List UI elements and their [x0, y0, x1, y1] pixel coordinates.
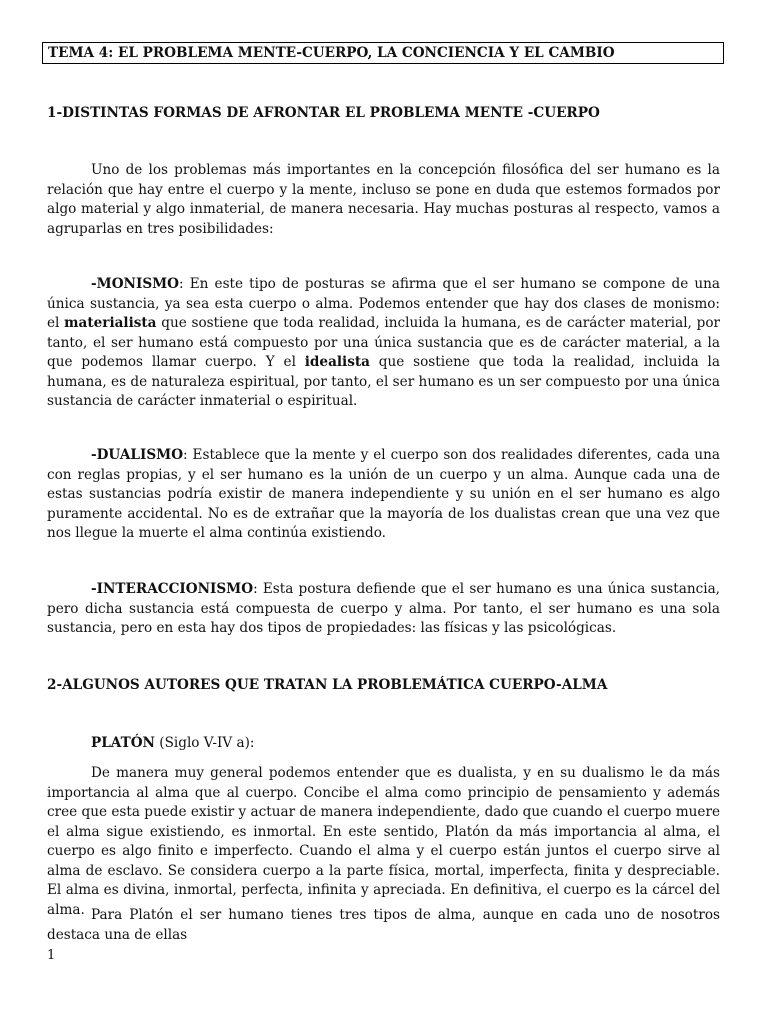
idealista-term: idealista — [304, 354, 370, 370]
document-title: TEMA 4: EL PROBLEMA MENTE-CUERPO, LA CONCIENCIA Y EL CAMBIO — [42, 42, 724, 64]
platon-paragraph-1: De manera muy general podemos entender que es dualista, y en su dualismo le da más importancia al alma que al cuerpo. Concibe el alma como principio de pensamiento y además cree que esta puede existir y actuar de manera independiente, dado que cuando el cuerpo muere el alma sigue existiendo, es inmortal. En este sentido, Platón da más importancia al alma, el cuerpo es algo finito e imperfecto. Cuando el alma y el cuerpo están juntos el cuerpo sirve al alma de esclavo. Se considera cuerpo a la parte física, mortal, imperfecta, finita y despreciable. El alma es divina, inmortal, perfecta, infinita y apreciada. En definitiva, el cuerpo es la cárcel del alma. — [47, 765, 720, 918]
intro-paragraph: Uno de los problemas más importantes en la concepción filosófica del ser humano es la relación que hay entre el cuerpo y la mente, incluso se pone en duda que estemos formados por algo material y algo inmaterial, de manera necesaria. Hay muchas posturas al respecto, vamos a agruparlas en tres posibilidades: — [47, 162, 720, 237]
section-1-heading: 1-DISTINTAS FORMAS DE AFRONTAR EL PROBLEMA MENTE -CUERPO — [47, 105, 600, 121]
section-2-heading: 2-ALGUNOS AUTORES QUE TRATAN LA PROBLEMÁTICA CUERPO-ALMA — [47, 677, 608, 693]
dualismo-term: -DUALISMO — [91, 447, 184, 463]
interaccionismo-term: -INTERACCIONISMO — [91, 581, 254, 597]
monismo-term: -MONISMO — [91, 276, 180, 292]
interaccionismo-paragraph: -INTERACCIONISMO: Esta postura defiende que el ser humano es una única sustancia, pero dicha sustancia está compuesta de cuerpo y alma. Por tanto, el ser humano es una sola sustancia, pero en esta hay dos tipos de propiedades: las físicas y las psicológicas. — [47, 581, 720, 636]
platon-name: PLATÓN — [91, 735, 155, 751]
page-number: 1 — [47, 948, 56, 963]
monismo-paragraph: -MONISMO: En este tipo de posturas se afirma que el ser humano se compone de una única sustancia, ya sea esta cuerpo o alma. Podemos entender que hay dos clases de monismo: el materialista que sostiene que toda realidad, incluida la humana, es de carácter material, por tanto, el ser humano está compuesto por una única sustancia que es de carácter material, a la que podemos llamar cuerpo. Y el idealista que sostiene que toda la realidad, incluida la humana, es de naturaleza espiritual, por tanto, el ser humano es un ser compuesto por una única sustancia de carácter inmaterial o espiritual. — [47, 276, 720, 409]
platon-heading: PLATÓN (Siglo V-IV a): — [91, 735, 255, 751]
materialista-term: materialista — [64, 315, 157, 331]
platon-paragraph-2: Para Platón el ser humano tienes tres tipos de alma, aunque en cada uno de nosotros destaca una de ellas — [47, 907, 720, 943]
dualismo-paragraph: -DUALISMO: Establece que la mente y el cuerpo son dos realidades diferentes, cada una con reglas propias, y el ser humano es la unión de un cuerpo y un alma. Aunque cada una de estas sustancias podría existir de manera independiente y su unión en el ser humano es algo puramente accidental. No es de extrañar que la mayoría de los dualistas crean que una vez que nos llegue la muerte el alma continúa existiendo. — [47, 447, 720, 541]
